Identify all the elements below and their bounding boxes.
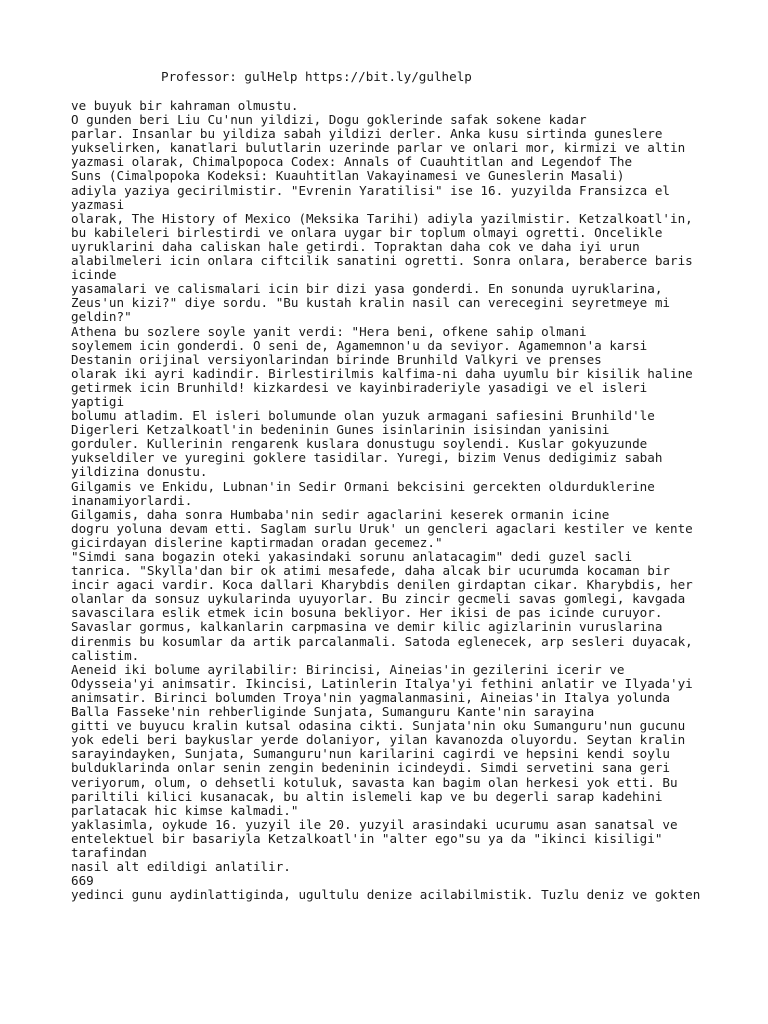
text-line: dogru yoluna devam etti. Saglam surlu Uruk' un gencleri agaclari kestiler ve kente xyxy=(71,520,693,536)
page-header: Professor: gulHelp https://bit.ly/gulhelp xyxy=(161,69,472,84)
text-line: yedinci gunu aydinlattiginda, ugultulu denize acilabilmistik. Tuzlu deniz ve gokten xyxy=(71,887,701,903)
text-line: sarayindayken, Sunjata, Sumanguru'nun karilarini cagirdi ve hepsini kendi soylu xyxy=(71,746,670,762)
text-line: yildizina donustu. xyxy=(71,464,208,480)
text-line: Digerleri Ketzalkoatl'in bedeninin Gunes isinlarinin isisindan yanisini xyxy=(71,422,610,438)
text-line: gitti ve buyucu kralin kutsal odasina cikti. Sunjata'nin oku Sumanguru'nun gucunu xyxy=(71,718,686,734)
text-line: bolumu atladim. El isleri bolumunde olan yuzuk armagani safiesini Brunhild'le xyxy=(71,408,655,424)
text-line: Aeneid iki bolume ayrilabilir: Birincisi, Aineias'in gezilerini icerir ve xyxy=(71,661,625,677)
text-line: bu kabileleri birlestirdi ve onlara uygar bir toplum olmayi ogretti. Oncelikle xyxy=(71,224,663,240)
text-line: Gilgamis, daha sonra Humbaba'nin sedir agaclarini keserek ormanin icine xyxy=(71,506,610,522)
text-line: yazmasi olarak, Chimalpopoca Codex: Annals of Cuauhtitlan and Legendof The xyxy=(71,154,633,170)
text-line: yukselirken, kanatlari bulutlarin uzerinde parlar ve onlari mor, kirmizi ve altin xyxy=(71,140,686,156)
text-line: uyruklarini daha caliskan hale getirdi. Topraktan daha cok ve daha iyi urun xyxy=(71,238,640,254)
text-line: yazmasi xyxy=(71,196,125,212)
text-line: getirmek icin Brunhild! kizkardesi ve kayinbiraderiyle yasadigi ve el isleri xyxy=(71,379,648,395)
text-line: nasil alt edildigi anlatilir. xyxy=(71,859,291,875)
text-line: tanrica. "Skylla'dan bir ok atimi mesafede, daha alcak bir ucurumda kocaman bir xyxy=(71,563,670,579)
text-line: yukseldiler ve yuregini goklere tasidilar. Yuregi, bizim Venus dedigimiz sabah xyxy=(71,450,663,466)
text-line: Suns (Cimalpopoka Kodeksi: Kuauhtitlan Vakayinamesi ve Guneslerin Masali) xyxy=(71,168,625,184)
text-line: olarak iki ayri kadindir. Birlestirilmis kalfima-ni daha uyumlu bir kisilik haline xyxy=(71,365,693,381)
text-line: gorduler. Kullerinin rengarenk kuslara donustugu soylendi. Kuslar gokyuzunde xyxy=(71,436,648,452)
text-line: bulduklarinda onlar senin zengin bedeninin icindeydi. Simdi servetini sana geri xyxy=(71,760,670,776)
text-line: veriyorum, olum, o dehsetli kotuluk, savasta kan bagim olan herkesi yok etti. Bu xyxy=(71,774,678,790)
text-line: calistim. xyxy=(71,647,140,663)
text-line: Zeus'un kizi?" diye sordu. "Bu kustah kralin nasil can verecegini seyretmeye mi xyxy=(71,295,670,311)
text-line: Gilgamis ve Enkidu, Lubnan'in Sedir Ormani bekcisini gercekten oldurduklerine xyxy=(71,478,655,494)
text-line: direnmis bu kosumlar da artik parcalanmali. Satoda eglenecek, arp sesleri duyacak, xyxy=(71,633,693,649)
text-line: pariltili kilici kusanacak, bu altin islemeli kap ve bu degerli sarap kadehini xyxy=(71,788,663,804)
text-line: soylemem icin gonderdi. O seni de, Agamemnon'u da seviyor. Agamemnon'a karsi xyxy=(71,337,648,353)
text-line: savascilara eslik etmek icin bosuna bekliyor. Her ikisi de pas icinde curuyor. xyxy=(71,605,663,621)
text-line: gicirdayan dislerine kaptirmadan oradan gecemez." xyxy=(71,534,443,550)
text-line: yaklasimla, oykude 16. yuzyil ile 20. yuzyil arasindaki ucurumu asan sanatsal ve xyxy=(71,816,678,832)
text-line: incir agaci vardir. Koca dallari Kharybdis denilen girdaptan cikar. Kharybdis, her xyxy=(71,577,693,593)
text-line: Destanin orijinal versiyonlarindan birinde Brunhild Valkyri ve prenses xyxy=(71,351,602,367)
text-line: parlatacak hic kimse kalmadi." xyxy=(71,802,299,818)
text-line: olanlar da sonsuz uykularinda uyuyorlar. Bu zincir gecmeli savas gomlegi, kavgada xyxy=(71,591,686,607)
text-line: O gunden beri Liu Cu'nun yildizi, Dogu goklerinde safak sokene kadar xyxy=(71,112,587,128)
text-line: alabilmeleri icin onlara ciftcilik sanatini ogretti. Sonra onlara, beraberce baris xyxy=(71,253,693,269)
text-line: Savaslar gormus, kalkanlarin carpmasina ve demir kilic agizlarinin vuruslarina xyxy=(71,619,663,635)
text-line: ve buyuk bir kahraman olmustu. xyxy=(71,98,299,113)
text-line: tarafindan xyxy=(71,844,147,860)
text-line: yaptigi xyxy=(71,393,125,409)
text-line: inanamiyorlardi. xyxy=(71,492,193,508)
text-line: animsatir. Birinci bolumden Troya'nin yagmalanmasini, Aineias'in Italya yolunda xyxy=(71,689,670,705)
text-line: yasamalari ve calismalari icin bir dizi yasa gonderdi. En sonunda uyruklarina, xyxy=(71,281,663,297)
text-line: "Simdi sana bogazin oteki yakasindaki sorunu anlatacagim" dedi guzel sacli xyxy=(71,549,633,564)
text-line: Athena bu sozlere soyle yanit verdi: "Hera beni, ofkene sahip olmani xyxy=(71,323,587,339)
text-line: geldin?" xyxy=(71,309,132,325)
text-line: Odysseia'yi animsatir. Ikincisi, Latinlerin Italya'yi fethini anlatir ve Ilyada'yi xyxy=(71,675,693,691)
text-line: Balla Fasseke'nin rehberliginde Sunjata, Sumanguru Kante'nin sarayina xyxy=(71,704,595,720)
text-line: parlar. Insanlar bu yildiza sabah yildizi derler. Anka kusu sirtinda guneslere xyxy=(71,126,663,142)
text-line: adiyla yaziya gecirilmistir. "Evrenin Yaratilisi" ise 16. yuzyilda Fransizca el xyxy=(71,182,670,198)
text-line: 669 xyxy=(71,873,94,889)
document-body xyxy=(71,99,761,902)
text-line: entelektuel bir basariyla Ketzalkoatl'in "alter ego"su ya da "ikinci kisiligi" xyxy=(71,830,663,846)
text-line: yok edeli beri baykuslar yerde dolaniyor, yilan kavanozda oluyordu. Seytan kralin xyxy=(71,732,686,748)
text-line: icinde xyxy=(71,267,117,283)
text-line: olarak, The History of Mexico (Meksika Tarihi) adiyla yazilmistir. Ketzalkoatl'in, xyxy=(71,210,693,226)
